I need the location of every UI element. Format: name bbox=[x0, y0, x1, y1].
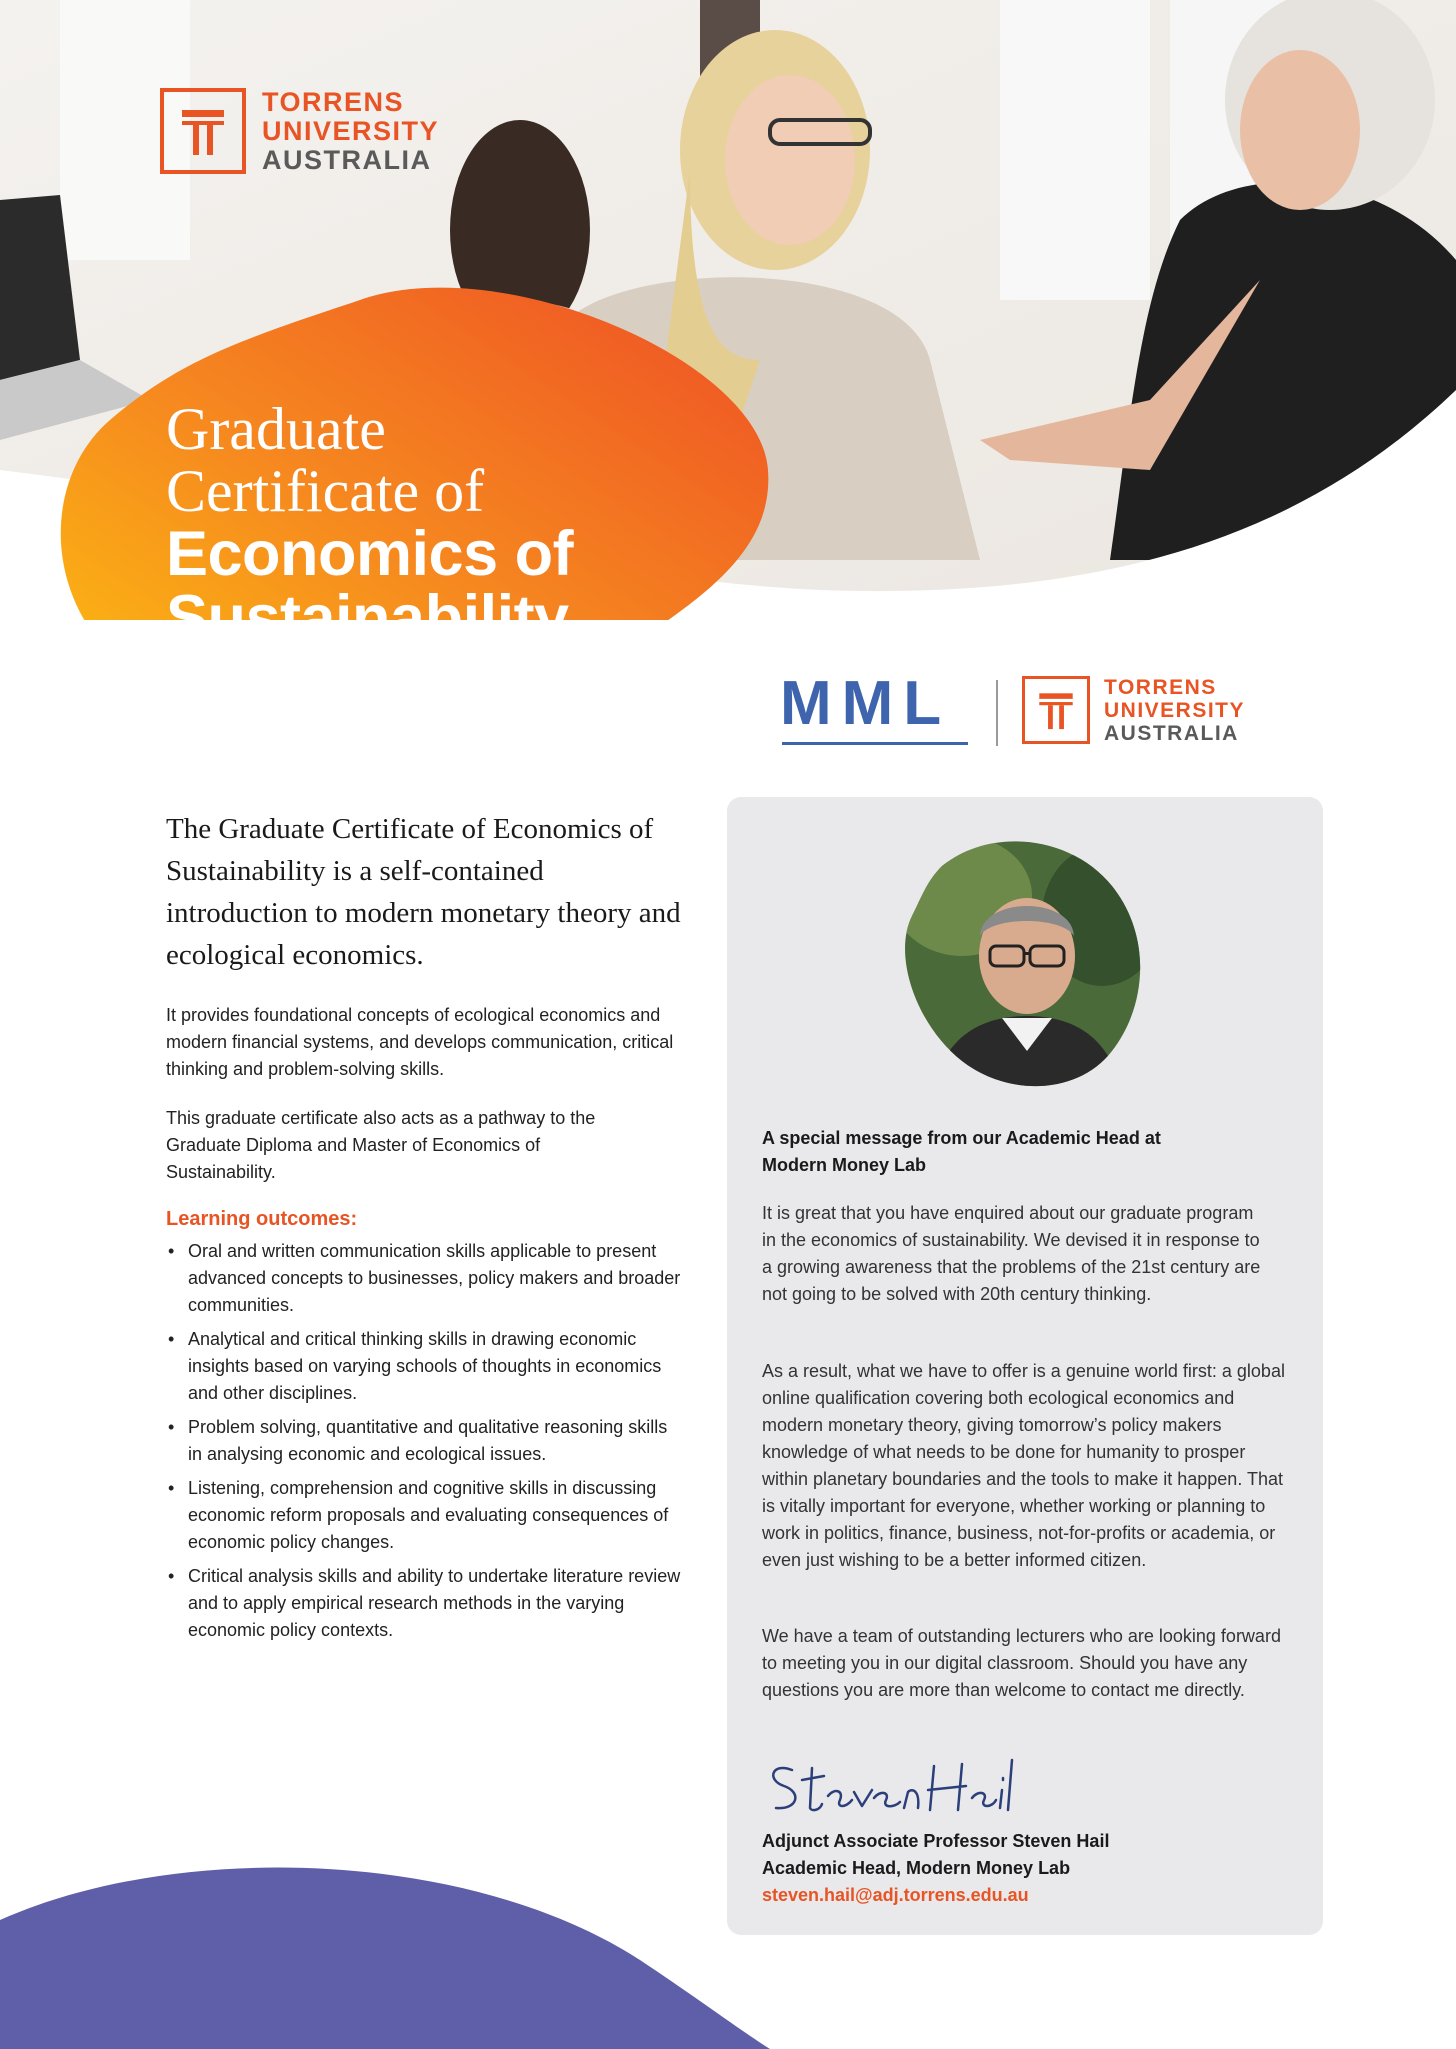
wordmark-line1: TORRENS bbox=[262, 86, 405, 117]
torrens-mark-icon-small bbox=[1022, 676, 1090, 744]
title-line1: Graduate bbox=[166, 396, 386, 462]
list-item-text: Critical analysis skills and ability to undertake literature review and to apply empirical research methods in the varying economic policy contexts. bbox=[188, 1566, 681, 1640]
body-paragraph-1: It provides foundational concepts of ecological economics and modern financial systems, and develops communication, critical thinking and problem-solving skills. bbox=[166, 1005, 674, 1079]
list-item: • Listening, comprehension and cognitive skills in discussing economic reform proposals and evaluating consequences of economic policy changes. bbox=[168, 1478, 669, 1552]
learning-outcomes-heading: Learning outcomes: bbox=[166, 1208, 358, 1230]
list-item-text: Oral and written communication skills applicable to present advanced concepts to businesses, policy makers and broader communities. bbox=[188, 1241, 681, 1315]
wordmark-line3: AUSTRALIA bbox=[262, 144, 432, 175]
list-item: • Problem solving, quantitative and qualitative reasoning skills in analysing economic and ecological issues. bbox=[168, 1417, 668, 1464]
wordmark-small-line3: AUSTRALIA bbox=[1104, 721, 1239, 745]
message-paragraph-1: It is great that you have enquired about our graduate program in the economics of sustainability. We devised it in response to a growing awareness that the problems of the 21st century are not going to be solved with 20th century thinking. bbox=[762, 1203, 1261, 1304]
wordmark-small-line1: TORRENS bbox=[1104, 675, 1217, 699]
message-paragraph-2: As a result, what we have to offer is a genuine world first: a global online qualification covering both ecological economics and modern monetary theory, giving tomorrow’s policy makers knowledge of what needs to be done for humanity to prosper within planetary boundaries and the tools to make it happen. That is vitally important for everyone, whether working or planning to work in politics, finance, business, not-for-profits or academia, or even just wishing to be a better informed citizen. bbox=[762, 1361, 1285, 1570]
list-item-text: Analytical and critical thinking skills in drawing economic insights based on varying schools of thoughts in economics and other disciplines. bbox=[188, 1329, 662, 1403]
portrait-photo bbox=[902, 836, 1152, 1096]
mml-logo: MML bbox=[780, 669, 952, 738]
page-title bbox=[166, 396, 574, 653]
learning-outcomes-list bbox=[166, 1238, 686, 1651]
list-item: • Analytical and critical thinking skills in drawing economic insights based on varying schools of thoughts in economics and other disciplines. bbox=[168, 1329, 662, 1403]
list-item: • Oral and written communication skills applicable to present advanced concepts to businesses, policy makers and broader communities. bbox=[168, 1241, 681, 1315]
footer-wave bbox=[0, 1860, 900, 2049]
message-heading: A special message from our Academic Head at Modern Money Lab bbox=[762, 1128, 1161, 1175]
contact-email-link[interactable]: steven.hail@adj.torrens.edu.au bbox=[762, 1885, 1029, 1905]
logo-divider bbox=[996, 680, 998, 746]
torrens-mark-icon bbox=[160, 88, 246, 174]
wordmark-line2: UNIVERSITY bbox=[262, 115, 440, 146]
torrens-logo-top bbox=[160, 88, 439, 174]
wordmark-small-line2: UNIVERSITY bbox=[1104, 698, 1246, 722]
list-item-text: Problem solving, quantitative and qualitative reasoning skills in analysing economic and ecological issues. bbox=[188, 1417, 668, 1464]
signature-image bbox=[762, 1752, 1022, 1822]
torrens-logo-partner bbox=[1022, 676, 1245, 744]
signoff-name: Adjunct Associate Professor Steven Hail bbox=[762, 1831, 1110, 1851]
torrens-wordmark-small bbox=[1104, 677, 1245, 744]
title-line2: Certificate of bbox=[166, 458, 485, 524]
title-line3: Economics of bbox=[166, 519, 574, 589]
list-item: • Critical analysis skills and ability to undertake literature review and to apply empirical research methods in the varying economic policy contexts. bbox=[168, 1566, 681, 1640]
mml-underline bbox=[782, 742, 968, 745]
title-line4: Sustainability bbox=[166, 583, 569, 653]
message-paragraph-3: We have a team of outstanding lecturers who are looking forward to meeting you in our digital classroom. Should you have any questions you are more than welcome to contact me directly. bbox=[762, 1626, 1281, 1700]
list-item-text: Listening, comprehension and cognitive skills in discussing economic reform proposals and evaluating consequences of economic policy changes. bbox=[188, 1478, 669, 1552]
torrens-wordmark bbox=[262, 86, 440, 175]
intro-statement: The Graduate Certificate of Economics of Sustainability is a self-contained introduction to modern monetary theory and ecological economics. bbox=[166, 813, 681, 971]
signoff-role: Academic Head, Modern Money Lab bbox=[762, 1858, 1071, 1878]
body-paragraph-2: This graduate certificate also acts as a pathway to the Graduate Diploma and Master of Economics of Sustainability. bbox=[166, 1108, 596, 1182]
